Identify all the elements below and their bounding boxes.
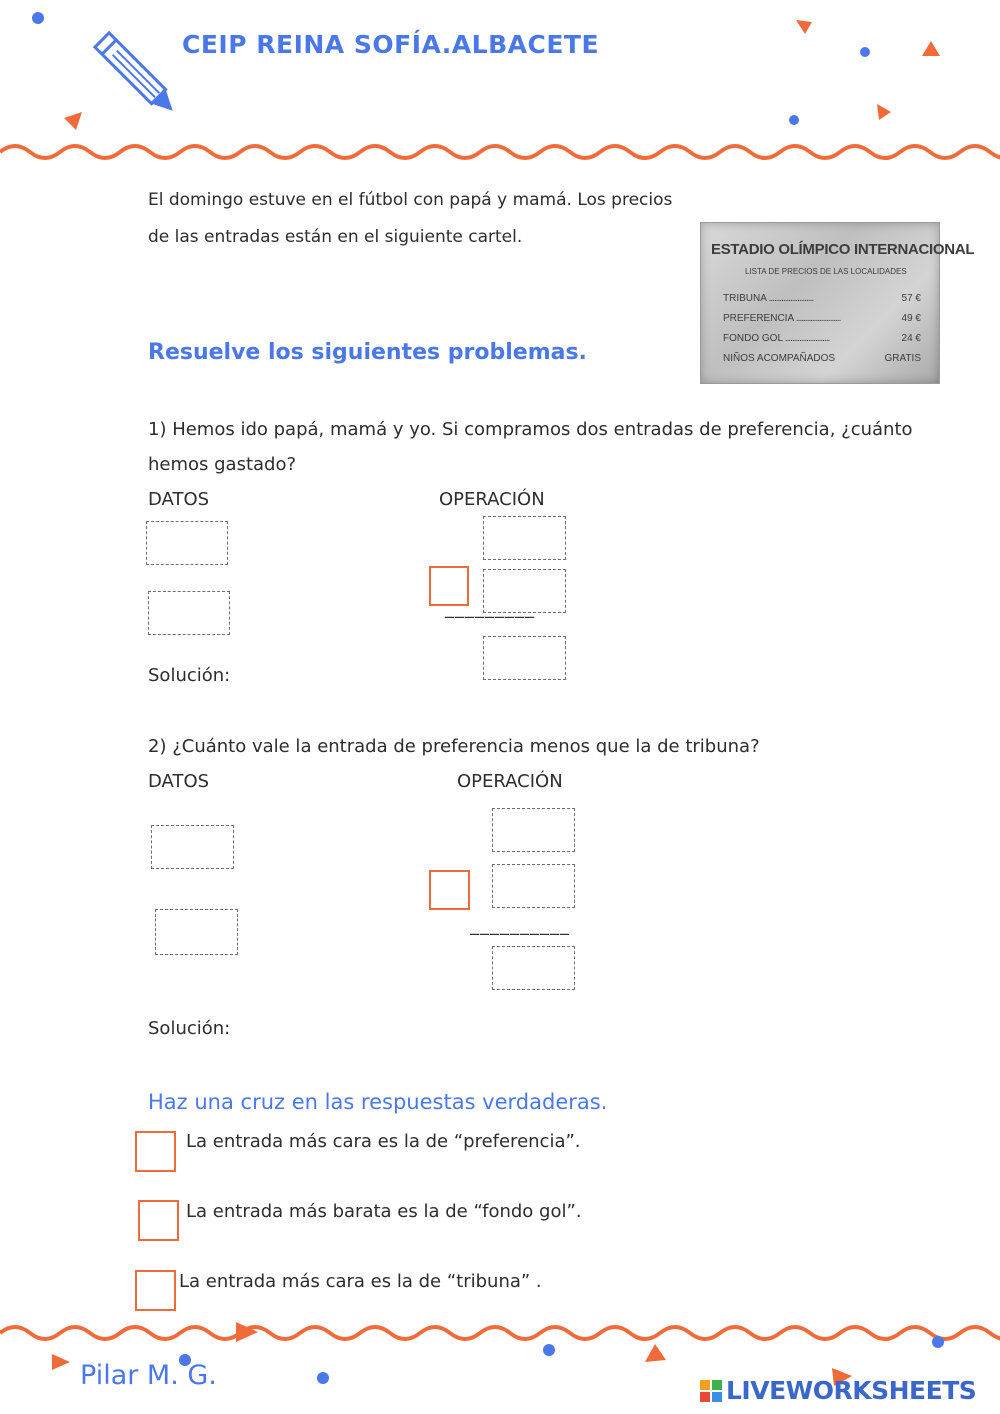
sign-row	[723, 293, 921, 304]
truefalse-heading: Haz una cruz en las respuestas verdaderas.	[148, 1090, 608, 1114]
problem2-line-1: 2) ¿Cuánto vale la entrada de preferencia menos que la de tribuna?	[148, 736, 760, 757]
sign-row	[723, 333, 921, 344]
problem1-solucion-label: Solución:	[148, 665, 231, 686]
problem1-datos-input-2[interactable]	[148, 591, 230, 635]
brand-name: LIVEWORKSHEETS	[726, 1376, 977, 1405]
dot-icon	[860, 47, 870, 57]
problem1-datos-label: DATOS	[148, 489, 210, 510]
problem2-operator-input[interactable]	[429, 870, 470, 910]
brand-logo	[700, 1376, 976, 1405]
problem1-line-1: 1) Hemos ido papá, mamá y yo. Si compramos dos entradas de preferencia, ¿cuánto	[148, 419, 913, 440]
author-name: Pilar M. G.	[80, 1360, 217, 1391]
dot-icon	[317, 1372, 329, 1384]
problem2-operacion-label: OPERACIÓN	[457, 771, 563, 792]
sign-row-label: FONDO GOL .....	[723, 333, 829, 344]
dot-icon	[32, 12, 44, 24]
top-wave-border	[0, 146, 1000, 158]
truefalse-checkbox-1[interactable]	[135, 1131, 176, 1172]
truefalse-statement-3: La entrada más cara es la de “tribuna” .	[179, 1271, 542, 1292]
problem2-subtraction-line: __________	[470, 915, 570, 936]
problem1-datos-input-1[interactable]	[146, 521, 228, 565]
triangle-icon	[922, 41, 940, 56]
problem2-datos-label: DATOS	[148, 771, 210, 792]
problem1-sum-line: _________	[445, 598, 535, 619]
triangle-icon	[877, 104, 891, 120]
sign-subtitle: LISTA DE PRECIOS DE LAS LOCALIDADES	[745, 267, 907, 276]
problem1-operacion-label: OPERACIÓN	[439, 489, 545, 510]
sign-row-label: TRIBUNA .....	[723, 293, 813, 304]
problem2-operand-2-input[interactable]	[492, 864, 575, 908]
intro-line-1: El domingo estuve en el fútbol con papá y mamá. Los precios	[148, 190, 673, 210]
dot-icon	[932, 1336, 944, 1348]
sign-row-price: 49 €	[901, 313, 921, 324]
truefalse-checkbox-2[interactable]	[138, 1200, 179, 1241]
pencil-icon	[95, 33, 180, 118]
sign-title: ESTADIO OLÍMPICO INTERNACIONAL	[711, 241, 975, 258]
sign-row-price: 24 €	[901, 333, 921, 344]
sign-row-label: NIÑOS ACOMPAÑADOS	[723, 353, 836, 364]
triangle-icon	[796, 20, 812, 34]
liveworksheets-logo-icon	[700, 1380, 722, 1402]
truefalse-statement-1: La entrada más cara es la de “preferencia”.	[186, 1131, 581, 1152]
truefalse-statement-2: La entrada más barata es la de “fondo gol”.	[186, 1201, 582, 1222]
school-title: CEIP REINA SOFÍA.ALBACETE	[182, 30, 600, 59]
sign-row	[723, 353, 921, 364]
problem1-line-2: hemos gastado?	[148, 454, 297, 475]
price-sign-image	[700, 222, 975, 384]
triangle-icon	[64, 112, 82, 130]
dot-icon	[789, 115, 799, 125]
sign-row-label: PREFERENCIA .....	[723, 313, 840, 324]
problem2-solucion-label: Solución:	[148, 1018, 231, 1039]
problem1-operand-1-input[interactable]	[483, 516, 566, 560]
problem2-result-input[interactable]	[492, 946, 575, 990]
sign-row	[723, 313, 921, 324]
instructions-heading: Resuelve los siguientes problemas.	[148, 340, 587, 365]
bottom-wave-border	[0, 1327, 1000, 1339]
sign-row-price: 57 €	[901, 293, 921, 304]
triangle-icon	[52, 1354, 70, 1370]
problem2-datos-input-1[interactable]	[151, 825, 234, 869]
problem1-result-input[interactable]	[483, 636, 566, 680]
truefalse-checkbox-3[interactable]	[135, 1270, 176, 1311]
intro-line-2: de las entradas están en el siguiente cartel.	[148, 227, 523, 247]
sign-row-price: GRATIS	[884, 353, 921, 364]
problem2-operand-1-input[interactable]	[492, 808, 575, 852]
triangle-icon	[645, 1344, 666, 1362]
problem2-datos-input-2[interactable]	[155, 909, 238, 955]
dot-icon	[543, 1344, 555, 1356]
